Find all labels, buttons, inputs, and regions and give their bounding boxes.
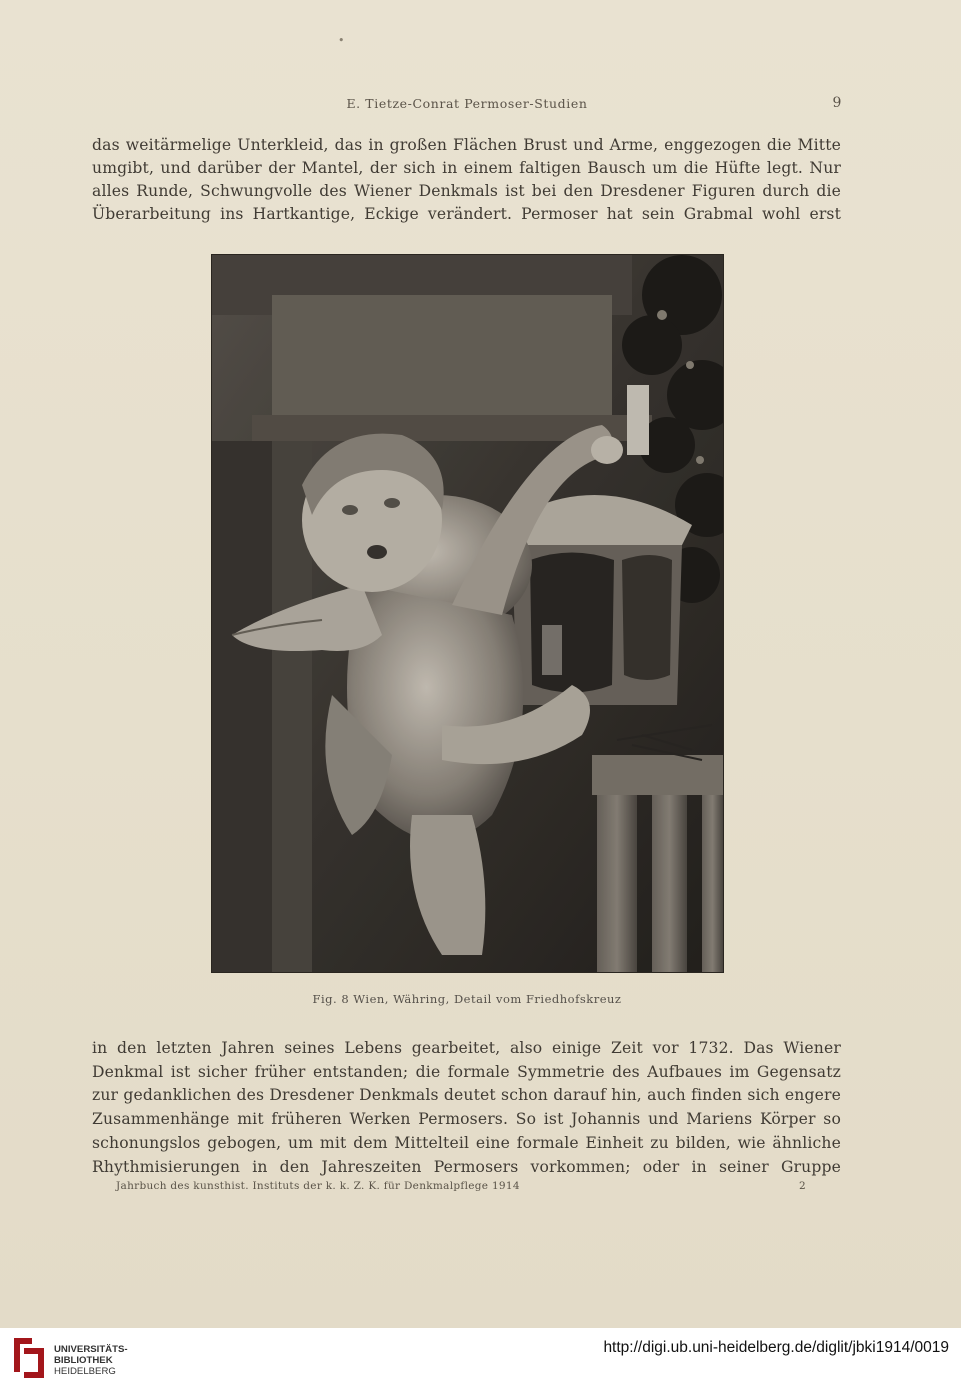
library-name (54, 1344, 128, 1377)
library-name-line: UNIVERSITÄTS- (54, 1344, 128, 1355)
text-line: in den letzten Jahren seines Lebens gearbeitet, also einige Zeit vor 1732. Das Wiener (92, 1039, 841, 1057)
page-footer (116, 1180, 806, 1196)
text-line: schonungslos gebogen, um mit dem Mittelteil eine formale Einheit zu bilden, wie ähnliche (92, 1133, 841, 1152)
page-number: 9 (832, 95, 842, 111)
text-line: umgibt, und darüber der Mantel, der sich in einem faltigen Bausch um die Hüfte legt. Nur (92, 159, 841, 177)
text-line: zur gedanklichen des Dresdener Denkmals deutet schon darauf hin, auch finden sich engere (92, 1086, 841, 1105)
figure-photograph (211, 254, 724, 973)
permalink-url[interactable]: http://digi.ub.uni-heidelberg.de/diglit/jbki1914/0019 (603, 1339, 949, 1356)
ink-speck: • (338, 34, 345, 47)
text-line: Überarbeitung ins Hartkantige, Eckige verändert. Permoser hat sein Grabmal wohl erst (92, 205, 841, 223)
body-paragraph-bottom (92, 1037, 841, 1179)
body-paragraph-top (92, 134, 841, 226)
text-line: das weitärmelige Unterkleid, das in großen Flächen Brust und Arme, enggezogen die Mitte (92, 136, 841, 154)
running-title: E. Tietze-Conrat Permoser-Studien (346, 96, 588, 111)
signature-mark: 2 (799, 1180, 806, 1192)
running-header (92, 96, 842, 114)
text-line: Denkmal ist sicher früher entstanden; die formale Symmetrie des Aufbaues im Gegensatz (92, 1062, 841, 1081)
library-name-line: HEIDELBERG (54, 1366, 116, 1377)
library-name-line: BIBLIOTHEK (54, 1355, 113, 1366)
putto-sculpture-photo (212, 255, 723, 972)
journal-footnote: Jahrbuch des kunsthist. Instituts der k. k. Z. K. für Denkmalpflege 1914 (116, 1180, 520, 1192)
text-line: Rhythmisierungen in den Jahreszeiten Permosers vorkommen; oder in seiner Gruppe (92, 1157, 841, 1176)
library-logo-icon (12, 1336, 46, 1380)
figure-caption: Fig. 8 Wien, Währing, Detail vom Friedhofskreuz (312, 992, 622, 1006)
text-line: Zusammenhänge mit früheren Werken Permosers. So ist Johannis und Mariens Körper so (92, 1110, 841, 1129)
text-line: alles Runde, Schwungvolle des Wiener Denkmals ist bei den Dresdener Figuren durch die (92, 182, 841, 200)
